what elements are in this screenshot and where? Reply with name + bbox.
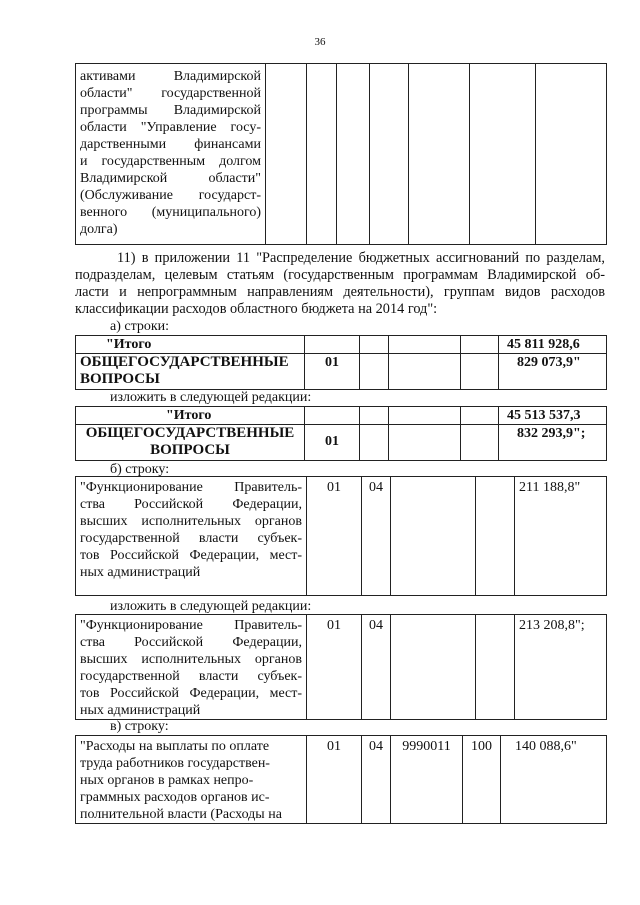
row-name-line: полнительной власти (Расходы на	[80, 807, 282, 822]
row-name-line: ных органов в рамках непро-	[80, 773, 254, 788]
table-a	[75, 335, 607, 390]
empty-cell	[337, 64, 370, 245]
row-name-line: труда работников государствен-	[80, 756, 270, 771]
empty-cell	[360, 354, 389, 390]
row-name-line: "Расходы на выплаты по оплате	[80, 739, 270, 754]
section-label-a: а) строки:	[110, 319, 170, 334]
empty-cell	[476, 615, 515, 720]
table-a-new	[75, 406, 607, 461]
empty-cell	[389, 425, 461, 461]
top-line: программы Владимирской	[80, 103, 261, 118]
row-name-line: граммных расходов органов ис-	[80, 790, 270, 805]
row-name-line: ОБЩЕГОСУДАРСТВЕННЫЕ	[85, 425, 295, 442]
top-line: дарственными финансами	[80, 137, 261, 152]
empty-cell	[461, 336, 499, 354]
page-number: 36	[314, 36, 326, 48]
edit-label-2: изложить в следующей редакции:	[110, 599, 312, 614]
table-v	[75, 735, 607, 824]
podrazdel-code: 04	[362, 615, 391, 720]
itogo-label: "Итого	[76, 336, 305, 354]
row-name-line: высших исполнительных органов	[80, 652, 302, 667]
vid-code: 100	[463, 736, 501, 824]
row-name	[76, 615, 307, 720]
itogo-value: 45 513 537,3	[499, 407, 607, 425]
razdel-code: 01	[305, 354, 360, 390]
itogo-label: "Итого	[76, 407, 305, 425]
empty-cell	[391, 477, 476, 596]
row-name-line: государственной власти субъек-	[80, 531, 302, 546]
empty-cell	[360, 407, 389, 425]
row-name-line: ВОПРОСЫ	[150, 442, 230, 459]
razdel-code: 01	[307, 736, 362, 824]
row-name-line: ВОПРОСЫ	[80, 371, 160, 388]
paragraph-line: 11) в приложении 11 "Распределение бюджетных ассигнований по разделам,	[117, 250, 605, 266]
empty-cell	[360, 425, 389, 461]
paragraph-line: ласти и непрограммным направлениям деятельности), группам видов расходов	[75, 284, 605, 300]
section-label-b: б) строку:	[110, 462, 170, 477]
top-line: Владимирской области"	[80, 171, 261, 186]
table-b-new	[75, 614, 607, 720]
row-name	[76, 354, 305, 390]
row-name-line: ных администраций	[80, 703, 201, 718]
row-name-line: тов Российской Федерации, мест-	[80, 548, 302, 563]
empty-cell	[370, 64, 409, 245]
target-code: 9990011	[391, 736, 463, 824]
razdel-code: 01	[305, 425, 360, 461]
empty-cell	[536, 64, 607, 245]
table-b	[75, 476, 607, 596]
empty-cell	[409, 64, 470, 245]
empty-cell	[266, 64, 307, 245]
top-line: области "Управление госу-	[80, 120, 261, 135]
row-value: 211 188,8"	[515, 477, 607, 596]
row-name-line: тов Российской Федерации, мест-	[80, 686, 302, 701]
row-name-line: ства Российской Федерации,	[80, 497, 302, 512]
top-line: (Обслуживание государст-	[80, 188, 261, 203]
podrazdel-code: 04	[362, 736, 391, 824]
podrazdel-code: 04	[362, 477, 391, 596]
empty-cell	[461, 425, 499, 461]
row-value: 832 293,9";	[499, 425, 607, 461]
row-name	[76, 736, 307, 824]
razdel-code: 01	[307, 477, 362, 596]
empty-cell	[461, 354, 499, 390]
row-name-line: государственной власти субъек-	[80, 669, 302, 684]
edit-label-1: изложить в следующей редакции:	[110, 390, 312, 405]
top-table	[75, 63, 607, 245]
row-name	[76, 425, 305, 461]
empty-cell	[476, 477, 515, 596]
row-name-line: ных администраций	[80, 565, 201, 580]
row-name	[76, 477, 307, 596]
row-name-line: ОБЩЕГОСУДАРСТВЕННЫЕ	[80, 354, 289, 371]
top-line: долга)	[80, 222, 118, 237]
paragraph-line: классификации расходов областного бюджета на 2014 год":	[75, 301, 438, 317]
empty-cell	[470, 64, 536, 245]
empty-cell	[389, 354, 461, 390]
top-table-name-cell	[76, 64, 266, 245]
empty-cell	[305, 407, 360, 425]
empty-cell	[360, 336, 389, 354]
top-line: активами Владимирской	[80, 69, 261, 84]
row-value: 829 073,9"	[499, 354, 607, 390]
row-name-line: "Функционирование Правитель-	[80, 480, 302, 495]
paragraph-line: подразделам, целевым статьям (государственным программам Владимирской об-	[75, 267, 605, 283]
empty-cell	[389, 336, 461, 354]
row-value: 213 208,8";	[515, 615, 607, 720]
razdel-code: 01	[307, 615, 362, 720]
top-line: и государственным долгом	[80, 154, 261, 169]
row-name-line: "Функционирование Правитель-	[80, 618, 302, 633]
paragraph-11	[75, 250, 605, 318]
section-label-v: в) строку:	[110, 719, 169, 734]
row-name-line: высших исполнительных органов	[80, 514, 302, 529]
empty-cell	[391, 615, 476, 720]
itogo-value: 45 811 928,6	[499, 336, 607, 354]
empty-cell	[307, 64, 337, 245]
empty-cell	[305, 336, 360, 354]
empty-cell	[389, 407, 461, 425]
top-line: области" государственной	[80, 86, 261, 101]
empty-cell	[461, 407, 499, 425]
row-name-line: ства Российской Федерации,	[80, 635, 302, 650]
row-value: 140 088,6"	[501, 736, 607, 824]
top-line: венного (муниципального)	[80, 205, 261, 220]
